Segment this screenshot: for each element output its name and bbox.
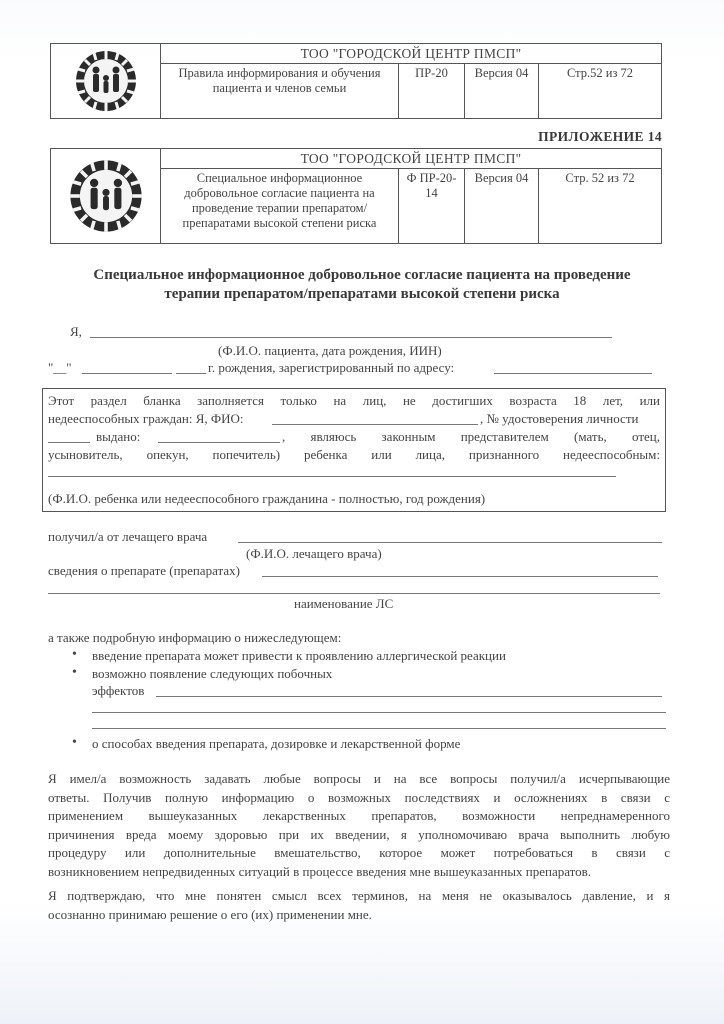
- patient-i-label: Я,: [70, 324, 82, 339]
- paragraph-line: Я подтверждаю, что мне понятен смысл всех терминов, на меня не оказывалось давление, и я: [48, 888, 670, 903]
- doctor-name-field[interactable]: [238, 542, 662, 543]
- info-effects-label: эффектов: [92, 683, 145, 698]
- guardian-id-field[interactable]: [48, 442, 90, 443]
- guardian-issued-field[interactable]: [158, 442, 280, 443]
- ward-caption: (Ф.И.О. ребенка или недееспособного гражданина - полностью, год рождения): [48, 491, 486, 506]
- birth-month-field[interactable]: [82, 373, 172, 374]
- appendix-label: ПРИЛОЖЕНИЕ 14: [538, 129, 662, 144]
- guardian-representative-label: , являюсь законным представителем (мать, отец,: [282, 429, 660, 444]
- page-title: [40, 266, 684, 304]
- birth-address-label: г. рождения, зарегистрированный по адресу:: [208, 360, 455, 375]
- family-logo-icon: [68, 158, 144, 234]
- info-dosage: о способах введения препарата, дозировке и лекарственной форме: [92, 736, 461, 751]
- side-effects-field-3[interactable]: [92, 728, 666, 729]
- bullet-icon: •: [72, 735, 77, 750]
- bullet-icon: •: [72, 647, 77, 662]
- org-name: ТОО "ГОРОДСКОЙ ЦЕНТР ПМСП": [161, 149, 661, 169]
- paragraph-line: применением вышеуказанных лекарственных препаратов, возможности непреднамеренного: [48, 808, 670, 823]
- guardian-fio-label: недееспособных граждан: Я, ФИО:: [48, 411, 244, 426]
- page-number: Стр. 52 из 72: [565, 171, 635, 185]
- birth-date-quote: "__": [48, 360, 72, 375]
- document-title: Правила информирования и обучения пациента и членов семьи: [161, 64, 399, 118]
- form-code: Ф ПР-20-14: [399, 169, 465, 243]
- paragraph-line: ответы. Получив полную информацию о возможных последствиях и осложнениях в связи с: [48, 789, 670, 805]
- doctor-caption: (Ф.И.О. лечащего врача): [246, 546, 382, 561]
- side-effects-field-2[interactable]: [92, 712, 666, 713]
- paragraph-line: осознанно принимаю решение о его (их) применении мне.: [48, 906, 372, 922]
- form-header-table: [50, 148, 662, 244]
- document-header-table: [50, 43, 662, 119]
- bullet-icon: •: [72, 665, 77, 680]
- info-allergy: введение препарата может привести к проявлению аллергической реакции: [92, 648, 506, 663]
- birth-year-field[interactable]: [176, 373, 206, 374]
- drug-label: сведения о препарате (препаратах): [48, 563, 240, 578]
- guardian-issued-label: выдано:: [96, 429, 141, 444]
- drug-field-2[interactable]: [48, 593, 660, 594]
- ward-name-field[interactable]: [48, 476, 616, 477]
- patient-name-field[interactable]: [90, 337, 612, 338]
- guardian-line: Этот раздел бланка заполняется только на лиц, не достигших возраста 18 лет, или: [48, 393, 660, 408]
- guardian-line: усыновитель, опекун, попечитель) ребенка или лица, признанного недееспособным:: [48, 447, 660, 462]
- drug-caption: наименование ЛС: [294, 596, 394, 611]
- patient-caption: (Ф.И.О. пациента, дата рождения, ИИН): [218, 343, 442, 358]
- paragraph-line: процедуру или дополнительные вмешательство, которое может потребоваться в связи с: [48, 845, 670, 860]
- document-code: ПР-20: [399, 64, 465, 118]
- page-number: Стр.52 из 72: [566, 66, 634, 80]
- form-version: Версия 04: [465, 169, 539, 243]
- family-logo-icon: [74, 49, 138, 113]
- info-intro: а также подробную информацию о нижеследующем:: [48, 630, 342, 645]
- doctor-label: получил/а от лечащего врача: [48, 529, 208, 544]
- guardian-id-label: , № удостоверения личности: [480, 411, 639, 426]
- address-field[interactable]: [494, 373, 652, 374]
- form-title: Специальное информационное добровольное согласие пациента на проведение терапии препаратом/препаратами высокой степени риска: [161, 169, 399, 243]
- guardian-fio-field[interactable]: [272, 424, 478, 425]
- consent-paragraph: [48, 770, 670, 881]
- info-side-effects: возможно появление следующих побочных: [92, 666, 333, 681]
- org-name: ТОО "ГОРОДСКОЙ ЦЕНТР ПМСП": [161, 44, 661, 64]
- logo-cell: [51, 149, 161, 243]
- document-version: Версия 04: [465, 64, 539, 118]
- confirmation-paragraph: [48, 887, 670, 924]
- paragraph-line: причинения вреда моему здоровью при их введении, я уполномочиваю врача выполнить любую: [48, 826, 670, 842]
- side-effects-field[interactable]: [156, 696, 662, 697]
- paragraph-line: возникновением непредвиденных ситуаций в процессе введения мне вышеуказанных препаратов.: [48, 863, 592, 879]
- logo-cell: [51, 44, 161, 118]
- page-title-line: терапии препаратом/препаратами высокой степени риска: [164, 286, 560, 302]
- paragraph-line: Я имел/а возможность задавать любые вопросы и на все вопросы получил/а исчерпывающие: [48, 771, 670, 786]
- drug-field[interactable]: [262, 576, 658, 577]
- page-title-line: Специальное информационное добровольное согласие пациента на проведение: [93, 267, 631, 283]
